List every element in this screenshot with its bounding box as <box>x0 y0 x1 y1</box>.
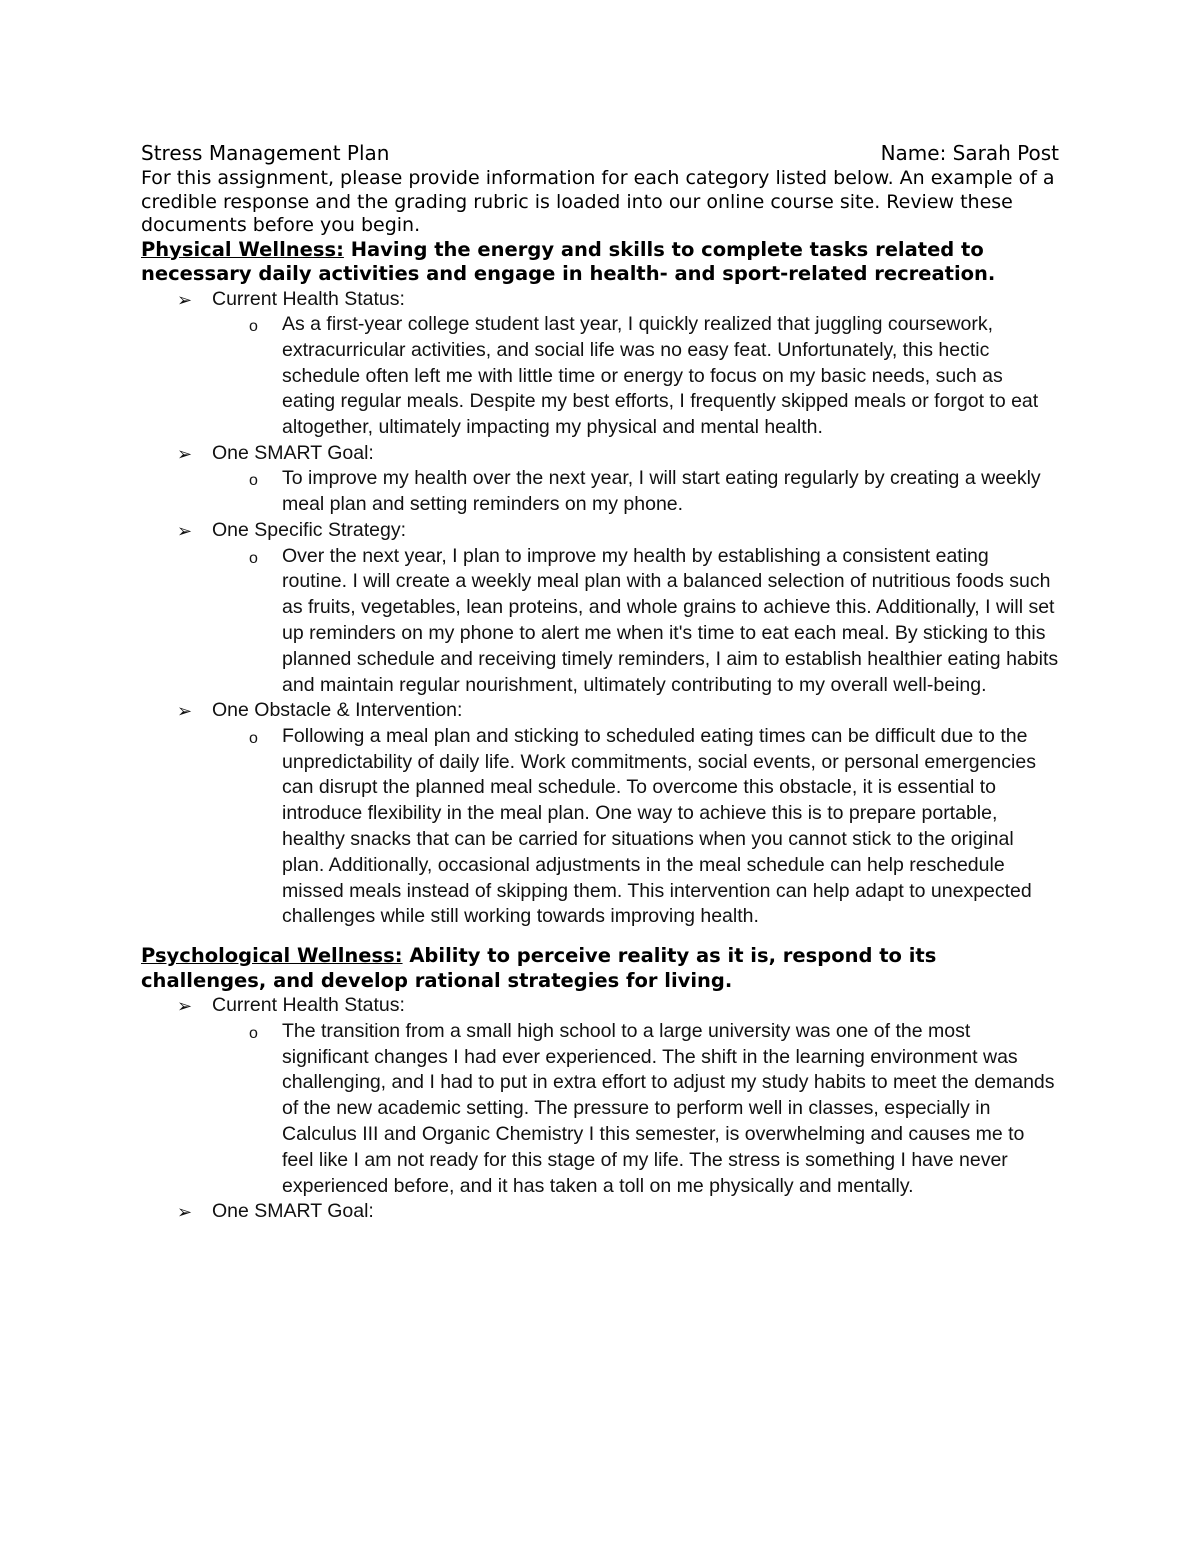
title-row <box>141 140 1059 167</box>
psychological-heading-label: Psychological Wellness: <box>141 944 403 968</box>
psychological-wellness-heading <box>141 944 1059 993</box>
physical-wellness-heading <box>141 238 1059 287</box>
sub-list-item <box>212 466 1059 518</box>
circle-bullet-icon: o <box>249 318 258 335</box>
sub-list <box>212 1019 1059 1200</box>
document-title: Stress Management Plan <box>141 141 390 165</box>
sub-list <box>212 724 1059 930</box>
list-item <box>141 1199 1059 1225</box>
item-label: Current Health Status: <box>212 994 405 1017</box>
intro-paragraph: For this assignment, please provide information for each category listed below. An example of a credible response and the grading rubric is loaded into our online course site. Review these documents before you begin. <box>141 167 1055 236</box>
section-spacer <box>141 930 1059 944</box>
item-text: Over the next year, I plan to improve my health by establishing a consistent eating routine. I will create a weekly meal plan with a balanced selection of nutritious foods such as fruits, vegetables, lean proteins, and whole grains to achieve this. Additionally, I will set up reminders on my phone to alert me when it's time to eat each meal. By sticking to this planned schedule and receiving timely reminders, I aim to establish healthier eating habits and maintain regular nourishment, ultimately contributing to my overall well-being. <box>282 544 1059 696</box>
psychological-item-list <box>141 993 1059 1225</box>
sub-list <box>212 466 1059 518</box>
item-text: To improve my health over the next year, I will start eating regularly by creating a weekly meal plan and setting reminders on my phone. <box>282 467 1041 516</box>
arrow-bullet-icon: ➢ <box>177 443 193 464</box>
item-label: Current Health Status: <box>212 287 405 310</box>
sub-list <box>212 544 1059 699</box>
arrow-bullet-icon: ➢ <box>177 521 193 542</box>
physical-item-list <box>141 287 1059 931</box>
item-text: As a first-year college student last year, I quickly realized that juggling coursework, extracurricular activities, and social life was no easy feat. Unfortunately, this hectic schedule often left me with little time or energy to focus on my basic needs, such as eating regular meals. Despite my best efforts, I frequently skipped meals or forgot to eat altogether, ultimately impacting my physical and mental health. <box>282 313 1039 439</box>
sub-list-item <box>212 1019 1059 1200</box>
arrow-bullet-icon: ➢ <box>177 701 193 722</box>
item-label: One Obstacle & Intervention: <box>212 699 463 722</box>
list-item <box>141 287 1059 441</box>
document-page <box>141 140 1059 1225</box>
physical-heading-label: Physical Wellness: <box>141 237 344 261</box>
student-name: Name: Sarah Post <box>880 141 1059 165</box>
item-label: One SMART Goal: <box>212 441 374 464</box>
sub-list-item <box>212 544 1059 699</box>
list-item <box>141 441 1059 518</box>
sub-list-item <box>212 724 1059 930</box>
item-label: One SMART Goal: <box>212 1200 374 1223</box>
list-item <box>141 518 1059 698</box>
sub-list <box>212 312 1059 441</box>
psychological-heading-desc: Ability to perceive reality as it is, respond to its challenges, and develop rational strategies for living. <box>141 944 937 992</box>
circle-bullet-icon: o <box>249 472 258 490</box>
circle-bullet-icon: o <box>249 729 258 747</box>
circle-bullet-icon: o <box>249 1024 258 1042</box>
list-item <box>141 993 1059 1199</box>
physical-heading-desc: Having the energy and skills to complete tasks related to necessary daily activities and engage in health- and sport-related recreation. <box>141 237 996 285</box>
item-label: One Specific Strategy: <box>212 519 407 542</box>
sub-list-item <box>212 312 1059 441</box>
list-item <box>141 698 1059 930</box>
circle-bullet-icon: o <box>249 549 258 567</box>
item-text: The transition from a small high school to a large university was one of the most significant changes I had ever experienced. The shift in the learning environment was challenging, and I had to put in extra effort to adjust my study habits to meet the demands of the new academic setting. The pressure to perform well in classes, especially in Calculus III and Organic Chemistry I this semester, is overwhelming and causes me to feel like I am not ready for this stage of my life. The stress is something I have never experienced before, and it has taken a toll on me physically and mentally. <box>282 1019 1055 1197</box>
arrow-bullet-icon: ➢ <box>177 996 193 1017</box>
arrow-bullet-icon: ➢ <box>177 289 193 310</box>
arrow-bullet-icon: ➢ <box>177 1202 193 1223</box>
item-text: Following a meal plan and sticking to scheduled eating times can be difficult due to the unpredictability of daily life. Work commitments, social events, or personal emergencies can disrupt the planned meal schedule. To overcome this obstacle, it is essential to introduce flexibility in the meal plan. One way to achieve this is to prepare portable, healthy snacks that can be carried for situations when you cannot stick to the original plan. Additionally, occasional adjustments in the meal schedule can help reschedule missed meals instead of skipping them. This intervention can help adapt to unexpected challenges while still working towards improving health. <box>282 724 1036 928</box>
